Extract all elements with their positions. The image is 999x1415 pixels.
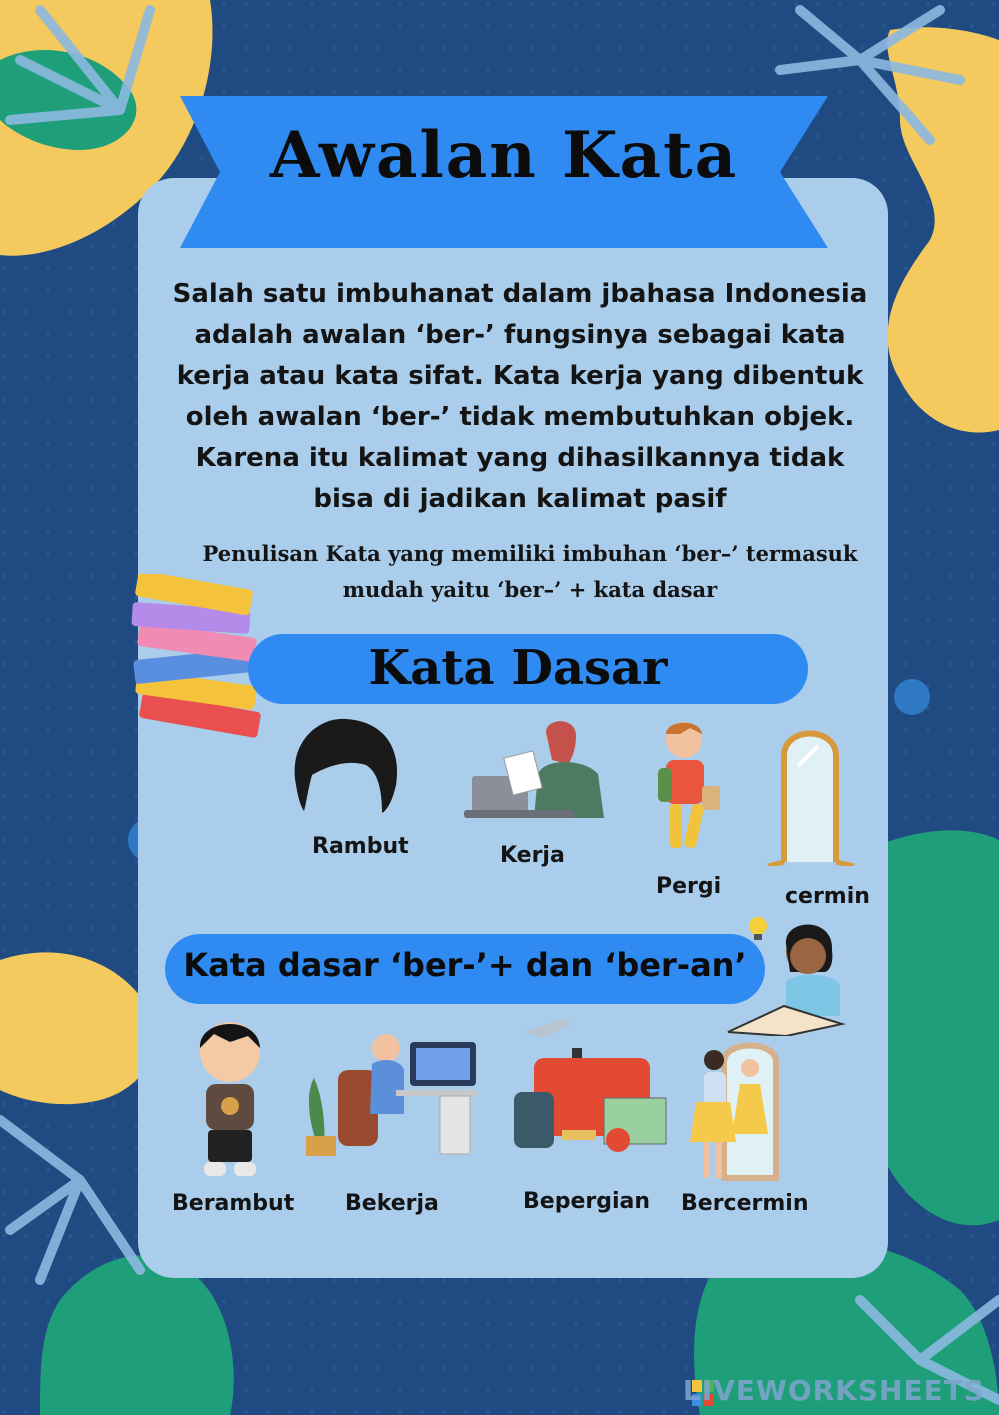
intro-line: oleh awalan ‘ber-’ tidak membutuhkan objek. xyxy=(185,402,855,432)
woman-working-icon xyxy=(464,714,620,824)
note-line: mudah yaitu ‘ber–’ + kata dasar xyxy=(342,577,718,602)
intro-line: adalah awalan ‘ber-’ fungsinya sebagai kata xyxy=(194,320,846,350)
label-bepergian: Bepergian xyxy=(523,1189,651,1214)
page-title: Awalan Kata xyxy=(269,118,739,193)
watermark: LIVEWORKSHEETS xyxy=(682,1374,985,1407)
girl-mirror-icon xyxy=(690,1038,790,1184)
label-bercermin: Bercermin xyxy=(681,1191,809,1216)
suitcase-travel-icon xyxy=(514,1012,674,1158)
intro-line: kerja atau kata sifat. Kata kerja yang dibentuk xyxy=(176,361,864,391)
label-kerja: Kerja xyxy=(500,843,565,868)
intro-line: Karena itu kalimat yang dihasilkannya tidak xyxy=(195,443,845,473)
girl-reading-icon xyxy=(724,912,846,1036)
boy-walking-icon xyxy=(650,716,724,860)
intro-line: Salah satu imbuhanat dalam jbahasa Indonesia xyxy=(172,279,868,309)
intro-line: bisa di jadikan kalimat pasif xyxy=(313,484,727,514)
mirror-icon xyxy=(760,716,860,866)
label-bekerja: Bekerja xyxy=(345,1191,439,1216)
label-rambut: Rambut xyxy=(312,834,409,859)
label-cermin: cermin xyxy=(785,884,870,909)
note-line: Penulisan Kata yang memiliki imbuhan ‘ber–’ termasuk xyxy=(202,541,858,566)
label-pergi: Pergi xyxy=(656,874,722,899)
intro-paragraph xyxy=(150,274,890,520)
ber-heading: Kata dasar ‘ber-’+ dan ‘ber-an’ xyxy=(183,946,747,984)
hair-icon xyxy=(286,715,402,815)
label-berambut: Berambut xyxy=(172,1191,295,1216)
kata-dasar-heading: Kata Dasar xyxy=(368,640,668,696)
man-at-desk-icon xyxy=(300,1026,484,1158)
boy-icon xyxy=(188,1012,272,1180)
